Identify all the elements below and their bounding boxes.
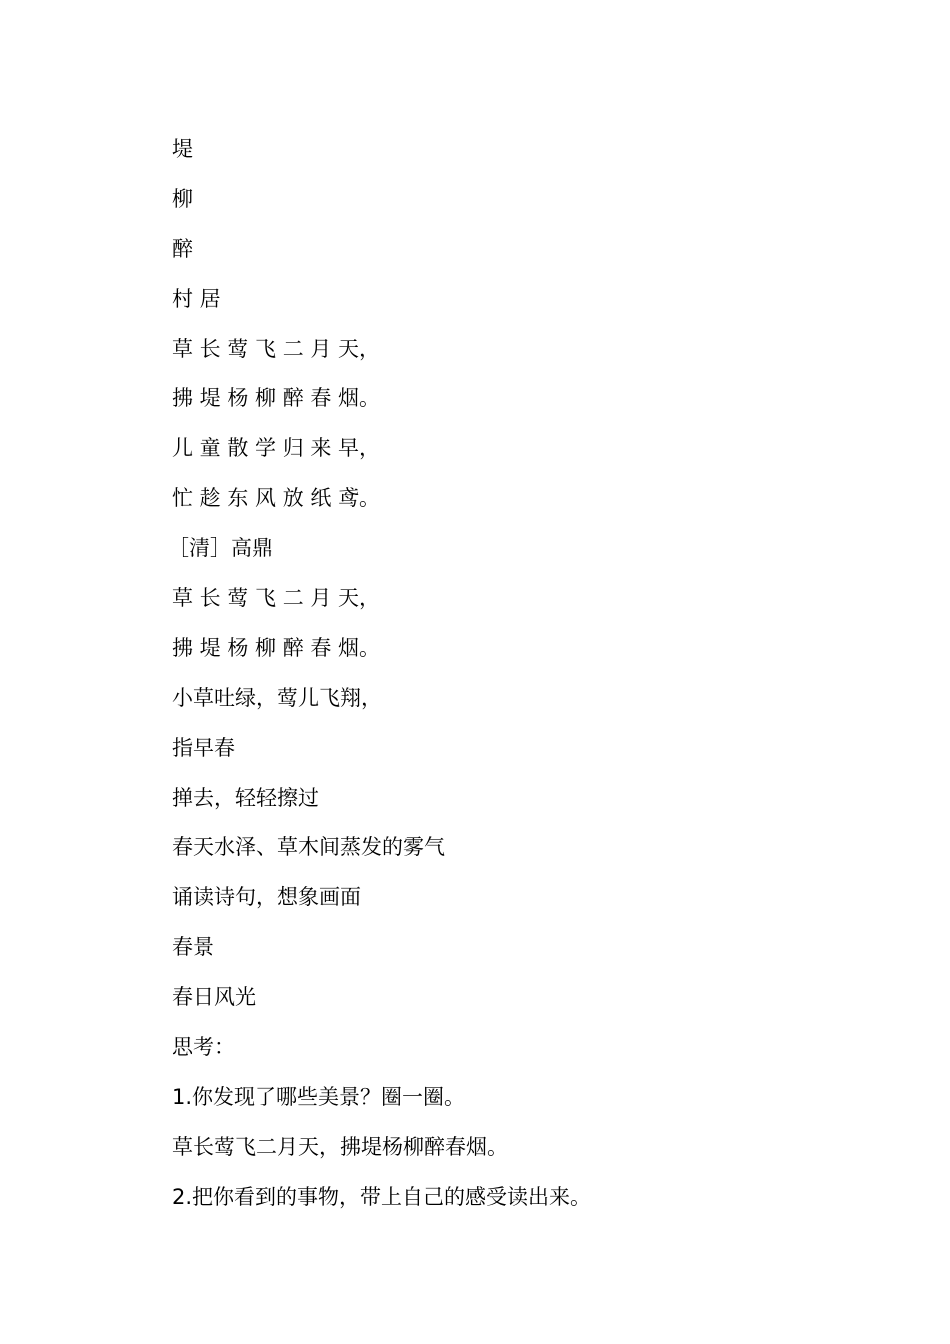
poem-couplet: 草长莺飞二月天，拂堤杨柳醉春烟。 — [172, 1134, 508, 1159]
poem-author: ［清］高鼎 — [168, 536, 273, 561]
question-heading: 思考： — [172, 1035, 235, 1060]
poem-line-1: 草 长 莺 飞 二 月 天， — [172, 336, 381, 361]
vocab-word-zui: 醉 — [172, 236, 193, 261]
poem-line-2: 拂 堤 杨 柳 醉 春 烟。 — [172, 386, 381, 411]
explanation-line: 春天水泽、草木间蒸发的雾气 — [172, 835, 445, 860]
keyword-line: 春景 — [172, 935, 214, 960]
vocab-word-liu: 柳 — [172, 186, 193, 211]
explanation-line: 指早春 — [172, 735, 235, 760]
poem-line-3: 儿 童 散 学 归 来 早， — [172, 436, 381, 461]
explanation-line: 小草吐绿，莺儿飞翔， — [172, 685, 382, 710]
poem-title: 村 居 — [172, 286, 221, 311]
explanation-line: 掸去，轻轻擦过 — [172, 785, 319, 810]
vocab-word-di: 堤 — [172, 137, 193, 161]
question-1: 1.你发现了哪些美景？圈一圈。 — [172, 1084, 466, 1109]
document-page — [168, 131, 872, 1229]
question-2: 2.把你看到的事物，带上自己的感受读出来。 — [172, 1184, 592, 1209]
poem-line-4: 忙 趁 东 风 放 纸 鸢。 — [172, 486, 381, 511]
poem-line-2-repeat: 拂 堤 杨 柳 醉 春 烟。 — [172, 635, 381, 660]
instruction-line: 诵读诗句，想象画面 — [172, 885, 361, 910]
poem-line-1-repeat: 草 长 莺 飞 二 月 天， — [172, 586, 381, 611]
keyword-line: 春日风光 — [172, 985, 256, 1010]
